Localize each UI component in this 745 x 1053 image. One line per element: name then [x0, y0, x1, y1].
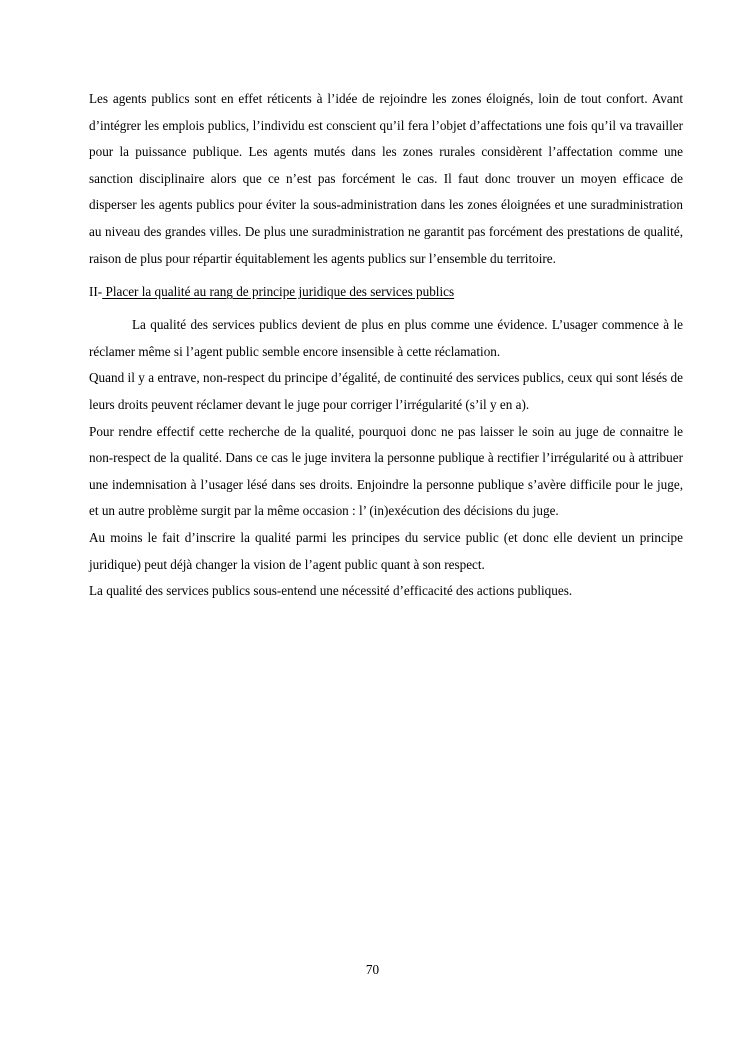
section-heading — [89, 279, 683, 305]
page-body — [89, 86, 683, 605]
page-number: 70 — [365, 962, 380, 977]
paragraph-entrave: Quand il y a entrave, non-respect du principe d’égalité, de continuité des services publics, ceux qui sont lésés de leurs droits peuvent réclamer devant le juge pour corriger l’irrégularité (s’il y en a). — [89, 370, 683, 412]
paragraph-efficacite: La qualité des services publics sous-entend une nécessité d’efficacité des actions publiques. — [89, 583, 573, 599]
paragraph-qualite-evidence: La qualité des services publics devient de plus en plus comme une évidence. L’usager commence à le réclamer même si l’agent public semble encore insensible à cette réclamation. — [89, 317, 683, 359]
paragraph-agents-publics: Les agents publics sont en effet réticents à l’idée de rejoindre les zones éloignés, loin de tout confort. Avant d’intégrer les emplois publics, l’individu est conscient qu’il fera l’objet d’affectations une fois qu’il va travailler pour la puissance publique. Les agents mutés dans les zones rurales considèrent l’affectation comme une sanction disciplinaire alors que ce n’est pas forcément le cas. Il faut donc trouver un moyen efficace de disperser les agents publics pour éviter la sous-administration dans les zones éloignées et une suradministration au niveau des grandes villes. De plus une suradministration ne garantit pas forcément des prestations de qualité, raison de plus pour répartir équitablement les agents publics sur l’ensemble du territoire. — [89, 91, 683, 266]
paragraph-principe-juridique: Au moins le fait d’inscrire la qualité parmi les principes du service public (et donc elle devient un principe juridique) peut déjà changer la vision de l’agent public quant à son respect. — [89, 529, 683, 572]
paragraph-recherche-qualite: Pour rendre effectif cette recherche de la qualité, pourquoi donc ne pas laisser le soin au juge de connaitre le non-respect de la qualité. Dans ce cas le juge invitera la personne publique à rectifier l’irrégularité ou à attribuer une indemnisation à l’usager lésé dans ses droits. Enjoindre la personne publique s’avère difficile pour le juge, et un autre problème surgit par la même occasion : l’ (in)exécution des décisions du juge. — [89, 423, 683, 519]
section-heading-title: Placer la qualité au rang de principe juridique des services publics — [102, 284, 455, 300]
section-heading-prefix: II- — [89, 284, 103, 300]
